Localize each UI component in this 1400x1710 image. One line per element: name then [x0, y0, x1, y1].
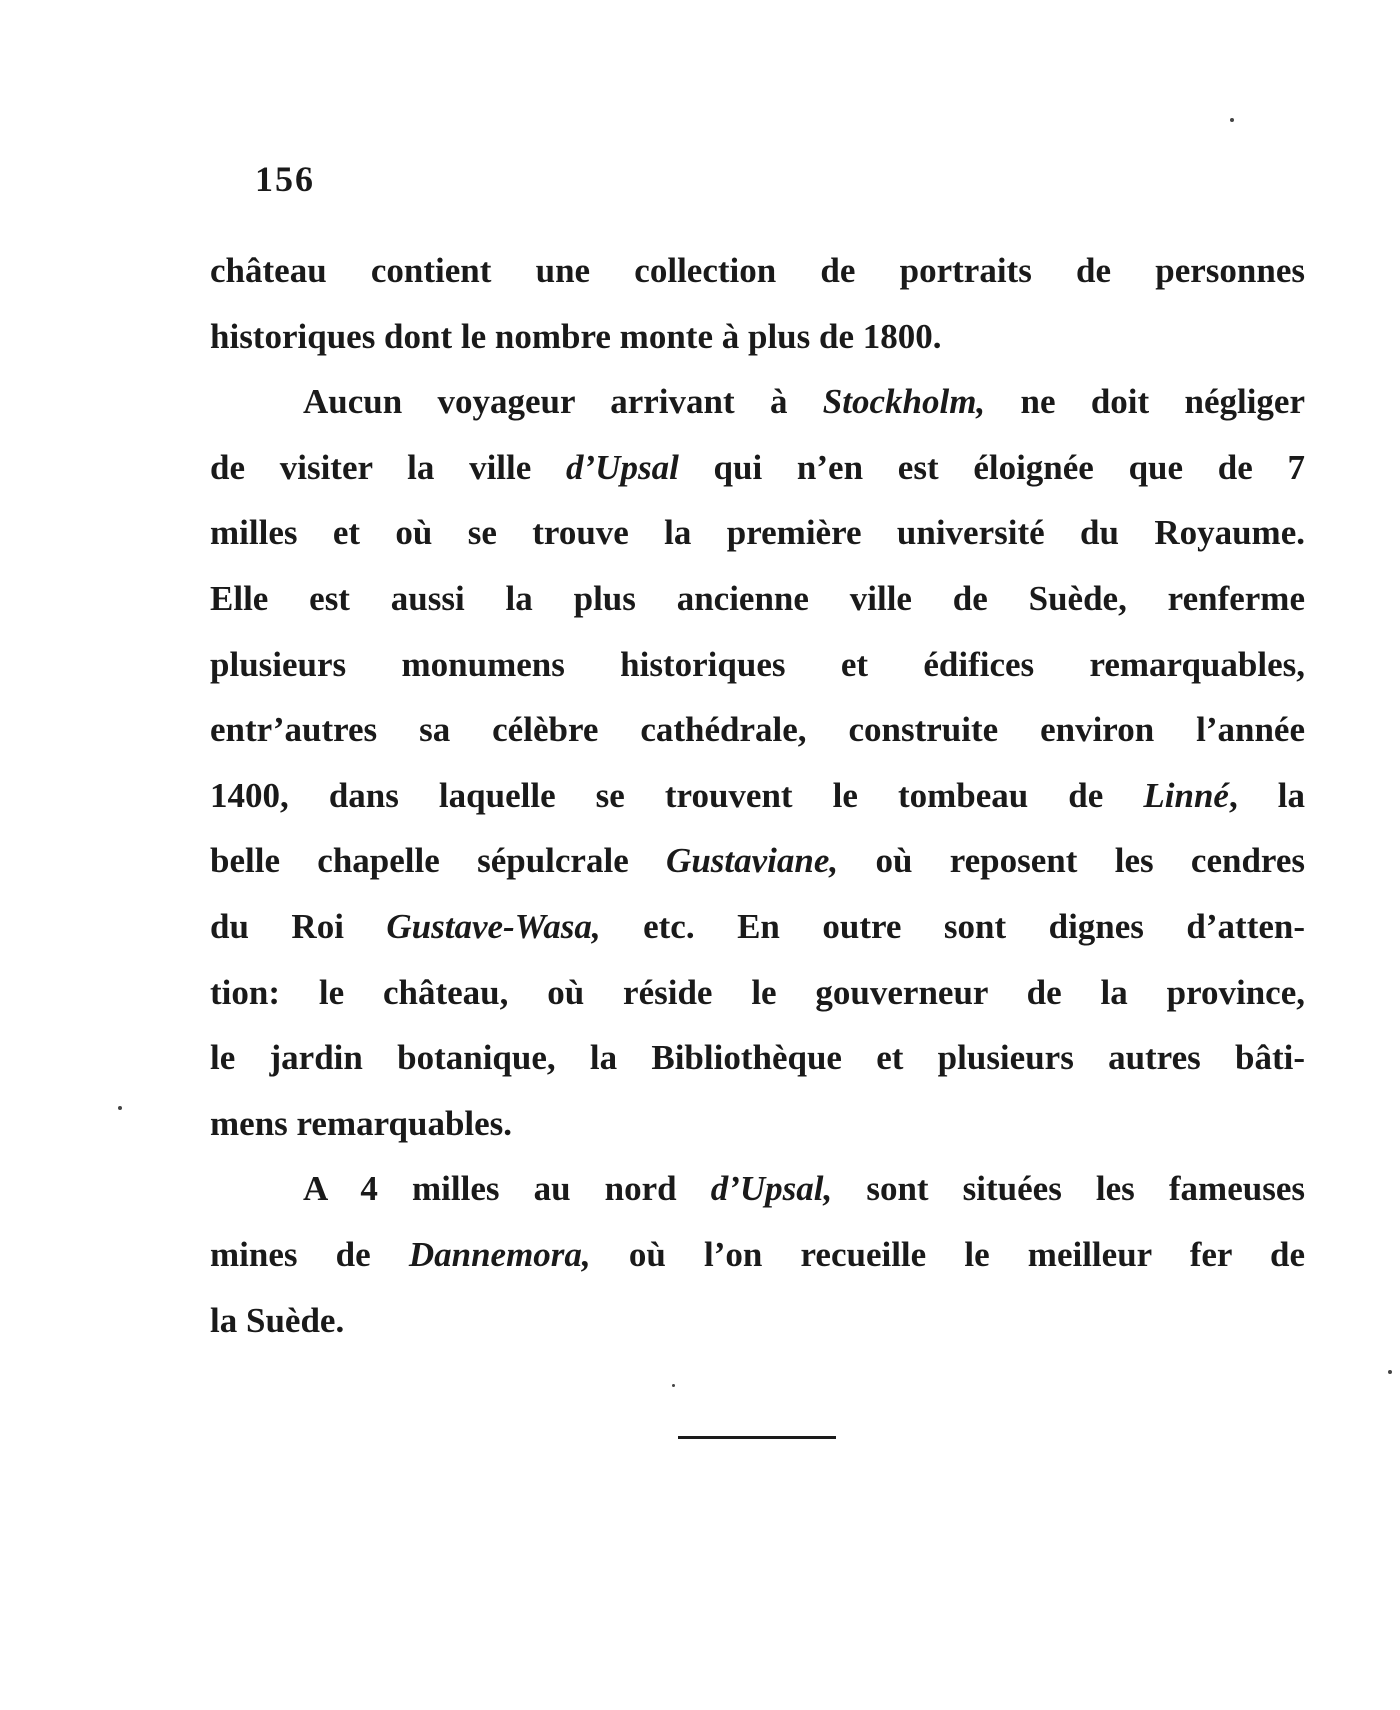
text-line: du Roi Gustave-Wasa, etc. En outre sont dignes d’atten- — [210, 906, 1305, 946]
text-line: de visiter la ville d’Upsal qui n’en est éloignée que de 7 — [210, 447, 1306, 487]
place-name: d’Upsal, — [710, 1169, 833, 1209]
place-name: Stockholm, — [822, 382, 986, 422]
text-line: entr’autres sa célèbre cathédrale, construite environ l’année — [210, 710, 1305, 750]
text-line: mens remarquables. — [210, 1103, 513, 1143]
text-line: mines de Dannemora, où l’on recueille le meilleur fer de — [210, 1234, 1305, 1274]
text-line: milles et où se trouve la première université du Royaume. — [210, 513, 1305, 553]
text-line: le jardin botanique, la Bibliothèque et plusieurs autres bâti- — [210, 1038, 1305, 1078]
text-line: la Suède. — [210, 1300, 345, 1340]
text-line: historiques dont le nombre monte à plus de 1800. — [210, 316, 942, 356]
chapel-name: Gustaviane, — [666, 841, 839, 881]
text-line: Aucun voyageur arrivant à Stockholm, ne doit négliger — [303, 382, 1305, 422]
body-text — [210, 238, 1305, 1353]
text-line: château contient une collection de portraits de personnes — [210, 251, 1305, 290]
text-line: tion: le château, où réside le gouverneur de la province, — [210, 972, 1305, 1012]
text-line: belle chapelle sépulcrale Gustaviane, où reposent les cendres — [210, 841, 1305, 881]
scan-speck — [1388, 1370, 1392, 1374]
page-number: 156 — [255, 159, 315, 199]
place-name: d’Upsal — [566, 447, 679, 487]
person-name: Linné — [1143, 775, 1229, 815]
text-line: A 4 milles au nord d’Upsal, sont situées les fameuses — [303, 1169, 1305, 1209]
scan-speck — [672, 1384, 675, 1387]
text-line: 1400, dans laquelle se trouvent le tombeau de Linné, la — [210, 775, 1305, 815]
person-name: Gustave-Wasa, — [386, 906, 601, 946]
scan-speck — [1230, 118, 1234, 122]
text-line: Elle est aussi la plus ancienne ville de Suède, renferme — [210, 578, 1305, 618]
closing-rule — [678, 1436, 836, 1439]
text-line: plusieurs monumens historiques et édifices remarquables, — [210, 644, 1305, 684]
place-name: Dannemora, — [408, 1234, 591, 1274]
scan-speck — [118, 1106, 122, 1110]
